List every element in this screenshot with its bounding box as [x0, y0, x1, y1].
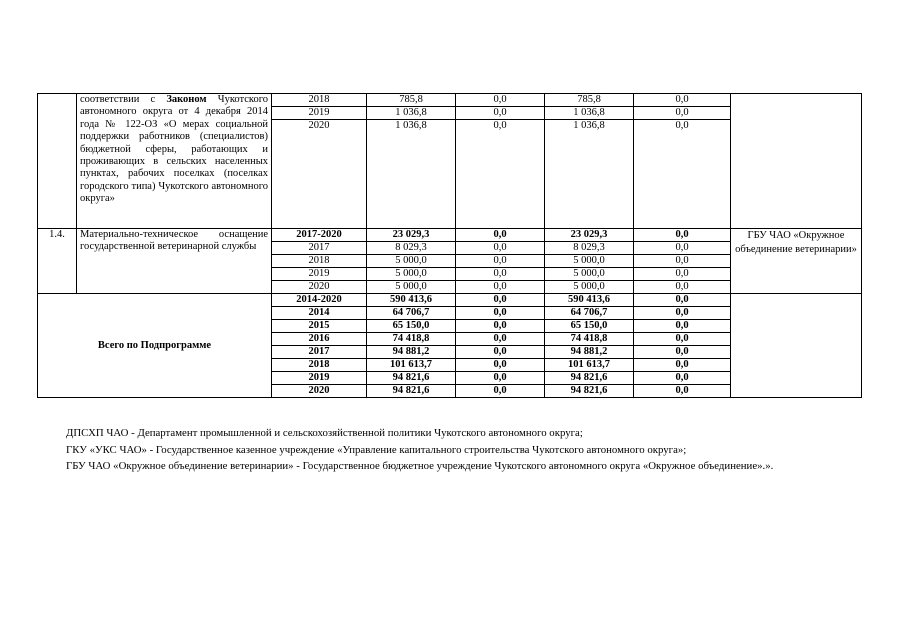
year-cell: 2020	[272, 385, 367, 398]
year-cell: 2018	[272, 359, 367, 372]
activity-description: соответствии с Законом Чукотского автономного округа от 4 декабря 2014 года № 122-ОЗ «О мерах социальной поддержки работников (специалистов) бюджетной сферы, работающих и проживающих в сельских населенных пунктах, рабочих поселках (поселках городского типа) Чукотского автономного округа»	[77, 94, 272, 229]
federal-cell: 0,0	[456, 229, 545, 242]
federal-cell: 0,0	[456, 346, 545, 359]
district-cell: 94 821,6	[545, 385, 634, 398]
district-cell: 101 613,7	[545, 359, 634, 372]
footnote-line: ГБУ ЧАО «Окружное объединение ветеринарии» - Государственное бюджетное учреждение Чукотского автономного округа «Окружное объединение».».	[66, 460, 774, 472]
row-number-cell	[38, 94, 77, 229]
district-cell: 590 413,6	[545, 294, 634, 307]
federal-cell: 0,0	[456, 385, 545, 398]
federal-cell: 0,0	[456, 294, 545, 307]
total-cell: 23 029,3	[367, 229, 456, 242]
total-cell: 101 613,7	[367, 359, 456, 372]
row-number-cell: 1.4.	[38, 229, 77, 294]
year-cell: 2019	[272, 372, 367, 385]
footnote-line: ДПСХП ЧАО - Департамент промышленной и сельскохозяйственной политики Чукотского автономного округа;	[66, 427, 583, 439]
other-cell: 0,0	[634, 346, 731, 359]
responsible-cell: ГБУ ЧАО «Окружное объединение ветеринарии»	[731, 229, 862, 294]
year-cell: 2014-2020	[272, 294, 367, 307]
total-cell: 5 000,0	[367, 268, 456, 281]
year-cell: 2018	[272, 255, 367, 268]
district-cell: 8 029,3	[545, 242, 634, 255]
district-cell: 5 000,0	[545, 255, 634, 268]
responsible-cell	[731, 294, 862, 398]
district-cell: 1 036,8	[545, 120, 634, 229]
year-cell: 2019	[272, 107, 367, 120]
other-cell: 0,0	[634, 120, 731, 229]
budget-table	[37, 93, 862, 398]
activity-description: Материально-техническое оснащение государственной ветеринарной службы	[77, 229, 272, 294]
district-cell: 785,8	[545, 94, 634, 107]
federal-cell: 0,0	[456, 307, 545, 320]
other-cell: 0,0	[634, 229, 731, 242]
other-cell: 0,0	[634, 307, 731, 320]
total-cell: 74 418,8	[367, 333, 456, 346]
other-cell: 0,0	[634, 333, 731, 346]
other-cell: 0,0	[634, 242, 731, 255]
year-cell: 2014	[272, 307, 367, 320]
total-cell: 785,8	[367, 94, 456, 107]
district-cell: 94 821,6	[545, 372, 634, 385]
district-cell: 5 000,0	[545, 281, 634, 294]
year-cell: 2017-2020	[272, 229, 367, 242]
district-cell: 74 418,8	[545, 333, 634, 346]
year-cell: 2017	[272, 346, 367, 359]
other-cell: 0,0	[634, 385, 731, 398]
year-cell: 2017	[272, 242, 367, 255]
federal-cell: 0,0	[456, 107, 545, 120]
total-cell: 1 036,8	[367, 107, 456, 120]
year-cell: 2020	[272, 281, 367, 294]
district-cell: 64 706,7	[545, 307, 634, 320]
federal-cell: 0,0	[456, 333, 545, 346]
year-cell: 2016	[272, 333, 367, 346]
year-cell: 2018	[272, 94, 367, 107]
total-cell: 64 706,7	[367, 307, 456, 320]
total-cell: 1 036,8	[367, 120, 456, 229]
footnote-line: ГКУ «УКС ЧАО» - Государственное казенное учреждение «Управление капитального строительства Чукотского автономного округа»;	[66, 443, 687, 456]
federal-cell: 0,0	[456, 268, 545, 281]
responsible-cell	[731, 94, 862, 229]
year-cell: 2015	[272, 320, 367, 333]
total-cell: 590 413,6	[367, 294, 456, 307]
table-row	[38, 229, 862, 242]
year-cell: 2019	[272, 268, 367, 281]
federal-cell: 0,0	[456, 372, 545, 385]
federal-cell: 0,0	[456, 120, 545, 229]
total-cell: 94 821,6	[367, 385, 456, 398]
other-cell: 0,0	[634, 294, 731, 307]
total-cell: 94 821,6	[367, 372, 456, 385]
federal-cell: 0,0	[456, 320, 545, 333]
total-cell: 94 881,2	[367, 346, 456, 359]
table-row	[38, 294, 862, 307]
other-cell: 0,0	[634, 107, 731, 120]
district-cell: 65 150,0	[545, 320, 634, 333]
other-cell: 0,0	[634, 372, 731, 385]
other-cell: 0,0	[634, 268, 731, 281]
total-cell: 65 150,0	[367, 320, 456, 333]
total-cell: 5 000,0	[367, 255, 456, 268]
federal-cell: 0,0	[456, 281, 545, 294]
federal-cell: 0,0	[456, 255, 545, 268]
other-cell: 0,0	[634, 255, 731, 268]
subprogram-total-label: Всего по Подпрограмме	[38, 294, 272, 398]
district-cell: 5 000,0	[545, 268, 634, 281]
table-row	[38, 94, 862, 107]
federal-cell: 0,0	[456, 359, 545, 372]
district-cell: 94 881,2	[545, 346, 634, 359]
district-cell: 23 029,3	[545, 229, 634, 242]
total-cell: 8 029,3	[367, 242, 456, 255]
other-cell: 0,0	[634, 359, 731, 372]
other-cell: 0,0	[634, 281, 731, 294]
total-cell: 5 000,0	[367, 281, 456, 294]
law-reference: Законом	[166, 94, 207, 105]
footnotes	[66, 425, 773, 475]
year-cell: 2020	[272, 120, 367, 229]
other-cell: 0,0	[634, 320, 731, 333]
district-cell: 1 036,8	[545, 107, 634, 120]
other-cell: 0,0	[634, 94, 731, 107]
federal-cell: 0,0	[456, 94, 545, 107]
federal-cell: 0,0	[456, 242, 545, 255]
